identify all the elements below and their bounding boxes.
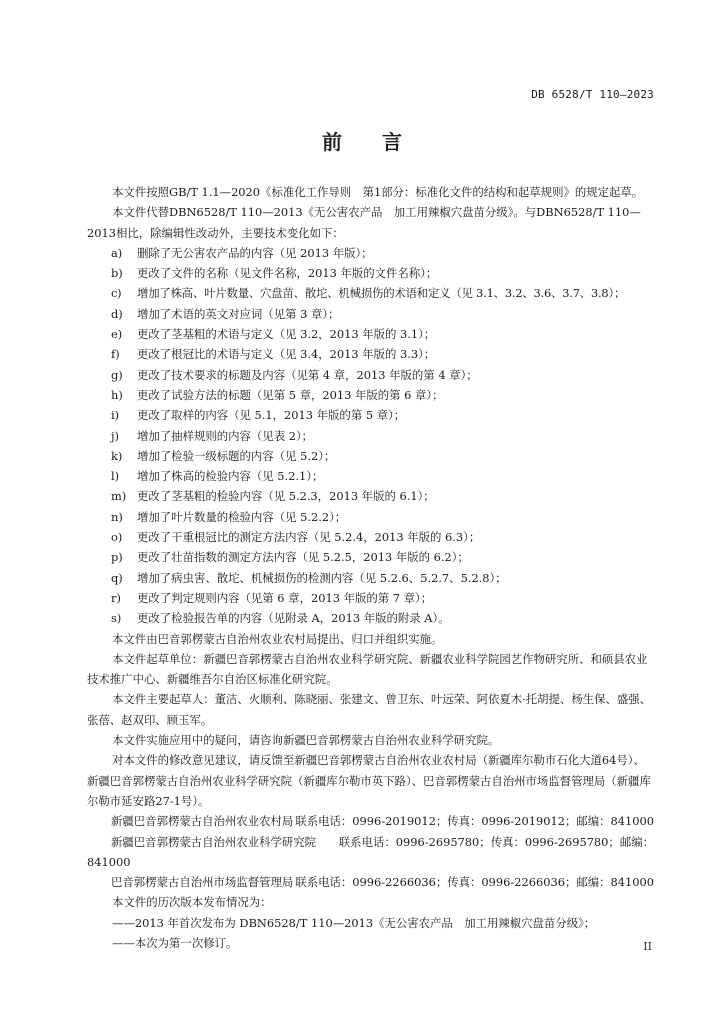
contact-info: 联系电话：0996-2266036；传真：0996-2266036；邮编：841000 xyxy=(295,875,654,890)
list-item: k) 增加了检验一级标题的内容（见 5.2）； xyxy=(111,448,336,463)
list-item: g) 更改了技术要求的标题及内容（见第 4 章，2013 年版的第 4 章）； xyxy=(111,367,478,382)
paragraph-proposer: 本文件由巴音郭楞蒙古自治州农业农村局提出、归口并组织实施。 xyxy=(112,631,443,646)
list-item: h) 更改了试验方法的标题（见第 5 章，2013 年版的第 6 章）； xyxy=(111,387,444,402)
contact-row xyxy=(111,872,654,892)
history-line: ——2013 年首次发布为 DBN6528/T 110—2013《无公害农产品 加工用辣椒穴盘苗分级》； xyxy=(112,915,596,930)
contact-org: 巴音郭楞蒙古自治州市场监督管理局 xyxy=(111,875,294,890)
list-item: s) 更改了检验报告单的内容（见附录 A，2013 年版的附录 A）。 xyxy=(111,611,450,626)
list-item: b) 更改了文件的名称（见文件名称，2013 年版的文件名称）； xyxy=(111,266,438,281)
contact-info: 联系电话：0996-2695780；传真：0996-2695780；邮编： xyxy=(338,834,654,849)
paragraph-replacement: 本文件代替DBN6528/T 110—2013《无公害农产品 加工用辣椒穴盘苗分级》。与DBN6528/T 110—2013相比，除编辑性改动外，主要技术变化如下： xyxy=(87,205,641,240)
list-item: p) 更改了壮苗指数的测定方法内容（见 5.2.5，2013 年版的 6.2）； xyxy=(111,550,469,565)
contact-info: 联系电话：0996-2019012；传真：0996-2019012；邮编：841000 xyxy=(295,814,654,829)
contact-postcode-wrap: 841000 xyxy=(87,854,131,869)
contact-row xyxy=(111,811,654,831)
contact-org: 新疆巴音郭楞蒙古自治州农业农村局 xyxy=(111,814,294,829)
list-item: i) 更改了取样的内容（见 5.1，2013 年版的第 5 章）； xyxy=(111,408,406,423)
foreword-body xyxy=(87,182,654,953)
page-title xyxy=(0,126,724,155)
paragraph-feedback: 对本文件的修改意见建议，请反馈至新疆巴音郭楞蒙古自治州农业农村局（新疆库尔勒市石化大道64号）、新疆巴音郭楞蒙古自治州农业科学研究院（新疆库尔勒市英下路）、巴音郭楞蒙古自治州市场监督管理局（新疆库尔勒市延安路27-1号）。 xyxy=(87,753,651,808)
paragraph-drafting-rule: 本文件按照GB/T 1.1—2020《标准化工作导则 第1部分：标准化文件的结构和起草规则》的规定起草。 xyxy=(112,185,644,199)
list-item: e) 更改了茎基粗的术语与定义（见 3.2，2013 年版的 3.1）； xyxy=(111,327,436,342)
list-item: a) 删除了无公害农产品的内容（见 2013 年版）； xyxy=(111,245,373,260)
history-intro: 本文件的历次版本发布情况为： xyxy=(112,895,272,910)
list-item: j) 增加了抽样规则的内容（见表 2）； xyxy=(111,428,314,443)
page-number: II xyxy=(643,940,652,953)
paragraph-inquiry: 本文件实施应用中的疑问，请咨询新疆巴音郭楞蒙古自治州农业科学研究院。 xyxy=(112,733,500,748)
history-line: ——本次为第一次修订。 xyxy=(112,935,238,950)
changes-list xyxy=(87,243,654,629)
contacts-list xyxy=(87,811,654,892)
list-item: d) 增加了术语的英文对应词（见第 3 章）； xyxy=(111,306,340,321)
list-item: r) 更改了判定规则内容（见第 6 章，2013 年版的第 7 章）； xyxy=(111,590,433,605)
title-char-2: 言 xyxy=(382,130,402,154)
paragraph-drafting-units: 本文件起草单位：新疆巴音郭楞蒙古自治州农业科学研究院、新疆农业科学院园艺作物研究所、和硕县农业技术推广中心、新疆维吾尔自治区标准化研究院。 xyxy=(87,651,648,687)
list-item: n) 增加了叶片数量的检验内容（见 5.2.2）； xyxy=(111,509,347,524)
list-item: f) 更改了根冠比的术语与定义（见 3.4，2013 年版的 3.3）； xyxy=(111,347,436,362)
list-item: o) 更改了干重根冠比的测定方法内容（见 5.2.4，2013 年版的 6.3）； xyxy=(111,530,481,545)
contact-org: 新疆巴音郭楞蒙古自治州农业科学研究院 xyxy=(111,834,317,849)
standard-code: DB 6528/T 110—2023 xyxy=(531,88,654,101)
list-item: l) 增加了株高的检验内容（见 5.2.1）； xyxy=(111,469,324,484)
list-item: c) 增加了株高、叶片数量、穴盘苗、散坨、机械损伤的术语和定义（见 3.1、3.2、3.6、3.7、3.8）； xyxy=(111,286,626,301)
list-item: m) 更改了茎基粗的检验内容（见 5.2.3，2013 年版的 6.1）； xyxy=(111,489,435,504)
contact-row xyxy=(111,832,654,852)
title-char-1: 前 xyxy=(322,130,342,154)
paragraph-drafters: 本文件主要起草人：董洁、火顺利、陈晓丽、张建文、曾卫东、叶远荣、阿依夏木·托胡提、杨生保、盛强、张蓓、赵双印、顾玉军。 xyxy=(87,692,652,727)
list-item: q) 增加了病虫害、散坨、机械损伤的检测内容（见 5.2.6、5.2.7、5.2.8）； xyxy=(111,570,507,585)
